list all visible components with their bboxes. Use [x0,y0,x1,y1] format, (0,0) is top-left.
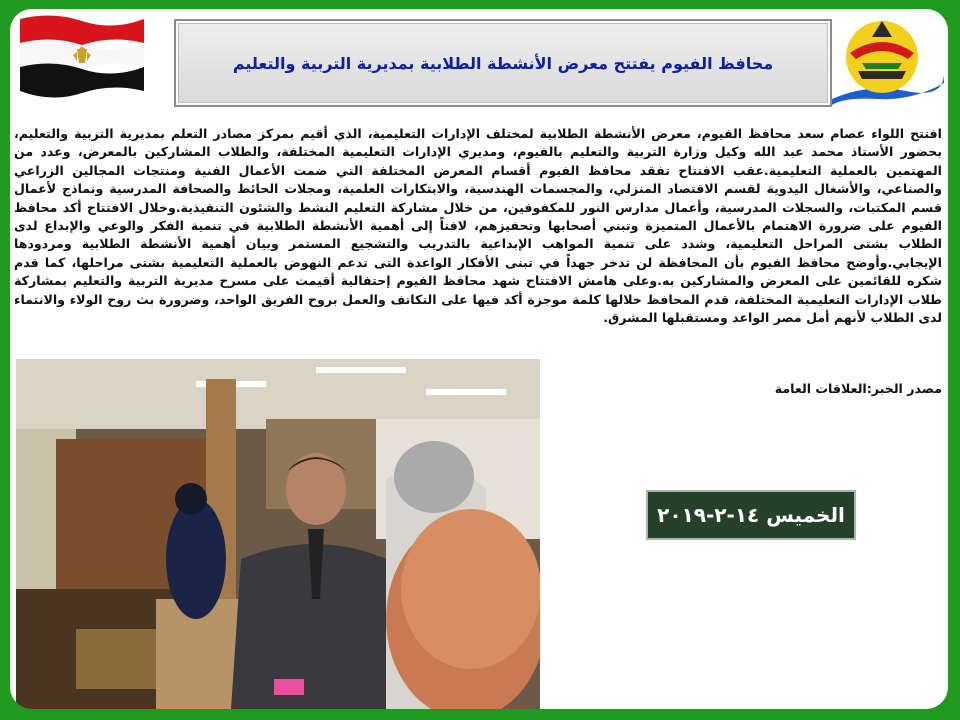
date-badge [646,490,856,540]
exhibition-photo-icon [16,359,540,709]
article-body: افتتح اللواء عصام سعد محافظ الفيوم، معرض الأنشطة الطلابية لمختلف الإدارات التعليمية، الذي أقيم بمركز مصادر التعلم بمديرية التربية والتعليم، بحضور الأستاذ محمد عبد الله وكيل وزارة التربية والتعليم بالفيوم، ومديري الإدارات التعليمية المختلفة، والطلاب المشاركين بالمعرض، وعدد من المهتمين بالعملية التعليمية.عقب الافتتاح تفقد محافظ الفيوم أقسام المعرض المختلفة التي ضمت الأعمال الفنية ومنتجات المجالين الزراعي والصناعي، والأشغال اليدوية لقسم الاقتصاد المنزلي، والمجسمات الهندسية، والابتكارات العلمية، ومجلات الحائط والصحافة المدرسية ونماذج لأعمال قسم المكتبات، والسجلات المدرسية، وأعمال مدارس النور للمكفوفين، من خلال مشاركة التعليم النشط والشئون التنفيذية.وخلال الافتتاح أكد محافظ الفيوم على ضرورة الاهتمام بالأعمال المتميزة وتبني أصحابها وتحفيزهم، لافتاً إلى أهمية الأنشطة الطلابية في تنمية الفكر والوعي والإبداع لدى الطلاب بشتى المراحل التعليمية، وشدد على تنمية المواهب الإبداعية بالتدريب والتشجيع المستمر وبيان أهمية الأنشطة الطلابية ومردودها الإيجابي.وأوضح محافظ الفيوم بأن المحافظة لن تدخر جهداً في تبنى الأفكار الواعدة التى تدعم النهوض بالعملية التعليمية بشتى مراحلها، كما قدم شكره للقائمين على المعرض والمشاركين به.وعلى هامش الافتتاح شهد محافظ الفيوم إحتفالية أقيمت على مسرح مديرية التربية والتعليم بمشاركة طلاب الإدارات التعليمية المختلفة، قدم المحافظ خلالها كلمة موجزة أكد فيها على التكاتف والعمل بروح الفريق الواحد، وضرورة بث روح الولاء والانتماء لدى الطلاب لأنهم أمل مصر الواعد ومستقبلها المشرق. [14,126,942,326]
title-box [174,19,832,107]
governorate-logo-icon [828,13,946,109]
news-page [10,9,948,709]
egypt-flag-icon [18,13,146,95]
page-title: محافظ الفيوم يفتتح معرض الأنشطة الطلابية بمديرية التربية والتعليم [232,53,774,73]
exhibition-photo [16,359,540,709]
date-text: الخميس ١٤-٢-٢٠١٩ [657,503,845,527]
article-source: مصدر الخبر:العلاقات العامة [774,381,942,396]
